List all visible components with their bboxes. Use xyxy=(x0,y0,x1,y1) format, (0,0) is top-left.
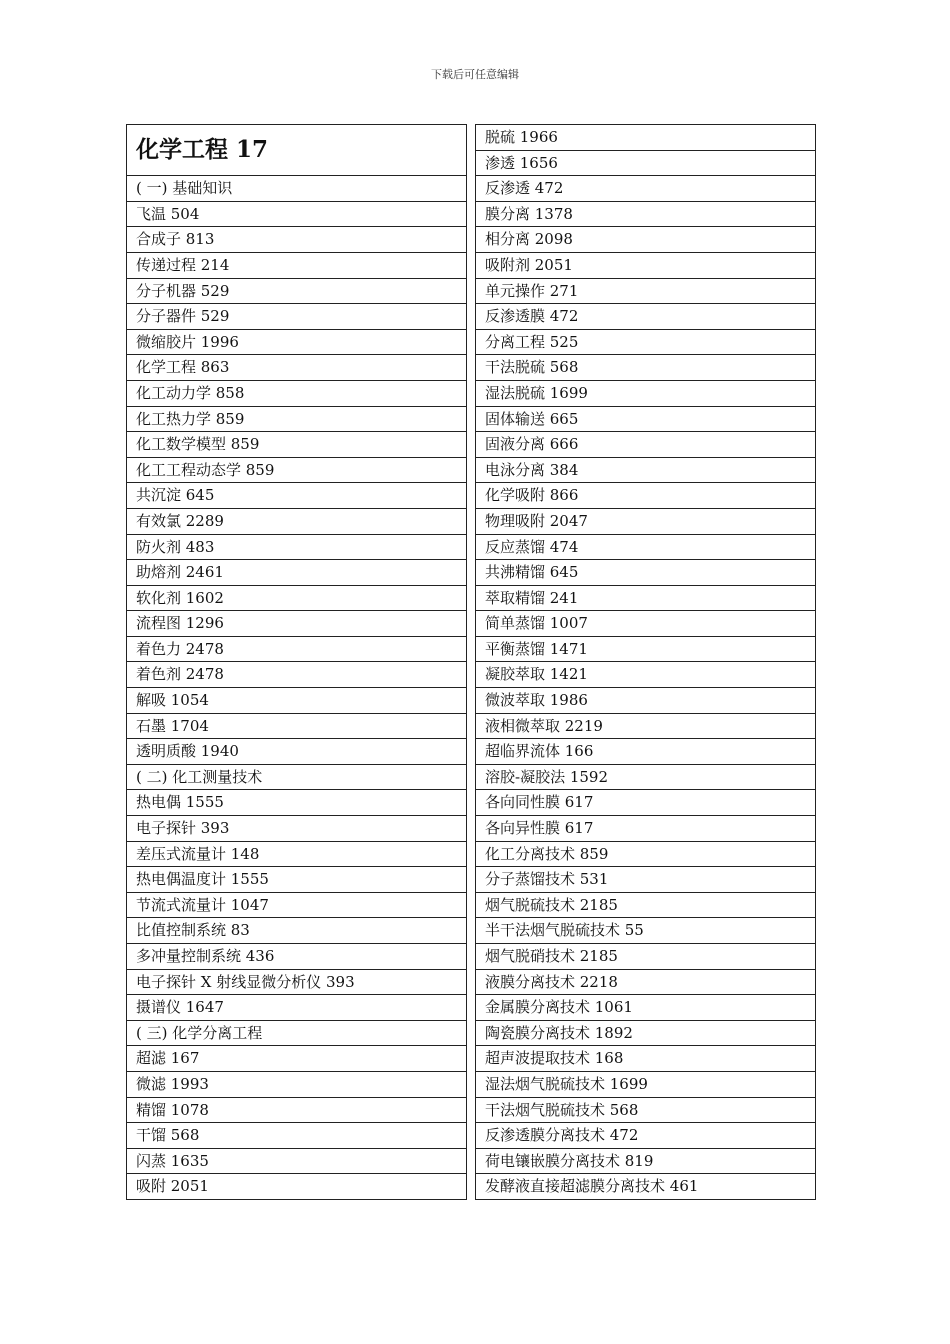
term-row: 干法脱硫 568 xyxy=(476,355,815,381)
term-row: 凝胶萃取 1421 xyxy=(476,662,815,688)
term-row: 超临界流体 166 xyxy=(476,739,815,765)
term-row: 电子探针 X 射线显微分析仪 393 xyxy=(127,970,466,996)
term-row: 防火剂 483 xyxy=(127,535,466,561)
term-row: 化工数学模型 859 xyxy=(127,432,466,458)
term-row: 多冲量控制系统 436 xyxy=(127,944,466,970)
term-row: 单元操作 271 xyxy=(476,279,815,305)
term-row: 超滤 167 xyxy=(127,1046,466,1072)
right-item-list xyxy=(476,125,815,1200)
term-row: 分子蒸馏技术 531 xyxy=(476,867,815,893)
term-row: 脱硫 1966 xyxy=(476,125,815,151)
term-row: 超声波提取技术 168 xyxy=(476,1046,815,1072)
term-row: 电子探针 393 xyxy=(127,816,466,842)
right-table-column xyxy=(475,124,816,1200)
term-row: 干馏 568 xyxy=(127,1123,466,1149)
term-row: 传递过程 214 xyxy=(127,253,466,279)
term-row: 飞温 504 xyxy=(127,202,466,228)
term-row: 共沉淀 645 xyxy=(127,483,466,509)
term-row: 金属膜分离技术 1061 xyxy=(476,995,815,1021)
term-row: 比值控制系统 83 xyxy=(127,918,466,944)
term-row: 陶瓷膜分离技术 1892 xyxy=(476,1021,815,1047)
term-row: 解吸 1054 xyxy=(127,688,466,714)
term-row: 化学工程 863 xyxy=(127,355,466,381)
term-row: 精馏 1078 xyxy=(127,1098,466,1124)
term-row: 固液分离 666 xyxy=(476,432,815,458)
term-row: 吸附剂 2051 xyxy=(476,253,815,279)
term-row: 物理吸附 2047 xyxy=(476,509,815,535)
page-header: 下载后可任意编辑 xyxy=(431,68,519,81)
term-row: 石墨 1704 xyxy=(127,714,466,740)
term-row: 闪蒸 1635 xyxy=(127,1149,466,1175)
left-item-list xyxy=(127,176,466,1200)
term-row: 半干法烟气脱硫技术 55 xyxy=(476,918,815,944)
term-row: 化工动力学 858 xyxy=(127,381,466,407)
term-row: 摄谱仪 1647 xyxy=(127,995,466,1021)
term-row: 热电偶 1555 xyxy=(127,790,466,816)
term-row: 微滤 1993 xyxy=(127,1072,466,1098)
term-row: 反渗透膜分离技术 472 xyxy=(476,1123,815,1149)
term-row: 共沸精馏 645 xyxy=(476,560,815,586)
term-row: 萃取精馏 241 xyxy=(476,586,815,612)
term-row: 着色剂 2478 xyxy=(127,662,466,688)
term-row: 湿法烟气脱硫技术 1699 xyxy=(476,1072,815,1098)
term-row: 透明质酸 1940 xyxy=(127,739,466,765)
term-row: 干法烟气脱硫技术 568 xyxy=(476,1098,815,1124)
term-row: 各向同性膜 617 xyxy=(476,790,815,816)
term-row: 液相微萃取 2219 xyxy=(476,714,815,740)
term-row: 简单蒸馏 1007 xyxy=(476,611,815,637)
term-row: 差压式流量计 148 xyxy=(127,842,466,868)
term-row: 反渗透膜 472 xyxy=(476,304,815,330)
term-row: 渗透 1656 xyxy=(476,151,815,177)
term-row: 热电偶温度计 1555 xyxy=(127,867,466,893)
term-row: ( 一) 基础知识 xyxy=(127,176,466,202)
left-table-column xyxy=(126,124,467,1200)
term-row: 微缩胶片 1996 xyxy=(127,330,466,356)
term-row: 溶胶-凝胶法 1592 xyxy=(476,765,815,791)
term-row: 分子器件 529 xyxy=(127,304,466,330)
document-title: 化学工程 17 xyxy=(127,125,466,176)
term-row: 合成子 813 xyxy=(127,227,466,253)
term-row: 分子机器 529 xyxy=(127,279,466,305)
term-row: 膜分离 1378 xyxy=(476,202,815,228)
term-row: 发酵液直接超滤膜分离技术 461 xyxy=(476,1174,815,1200)
term-row: 相分离 2098 xyxy=(476,227,815,253)
term-row: 固体输送 665 xyxy=(476,407,815,433)
term-row: 烟气脱硝技术 2185 xyxy=(476,944,815,970)
term-row: 化工工程动态学 859 xyxy=(127,458,466,484)
term-row: 节流式流量计 1047 xyxy=(127,893,466,919)
term-row: 分离工程 525 xyxy=(476,330,815,356)
term-row: 荷电镶嵌膜分离技术 819 xyxy=(476,1149,815,1175)
term-row: 化工热力学 859 xyxy=(127,407,466,433)
term-row: 化工分离技术 859 xyxy=(476,842,815,868)
term-row: 吸附 2051 xyxy=(127,1174,466,1200)
term-row: 反渗透 472 xyxy=(476,176,815,202)
term-row: 平衡蒸馏 1471 xyxy=(476,637,815,663)
term-row: 化学吸附 866 xyxy=(476,483,815,509)
term-row: 有效氯 2289 xyxy=(127,509,466,535)
term-row: 助熔剂 2461 xyxy=(127,560,466,586)
term-row: 软化剂 1602 xyxy=(127,586,466,612)
term-row: ( 三) 化学分离工程 xyxy=(127,1021,466,1047)
term-row: ( 二) 化工测量技术 xyxy=(127,765,466,791)
term-row: 着色力 2478 xyxy=(127,637,466,663)
term-row: 烟气脱硫技术 2185 xyxy=(476,893,815,919)
term-row: 电泳分离 384 xyxy=(476,458,815,484)
term-row: 各向异性膜 617 xyxy=(476,816,815,842)
term-row: 流程图 1296 xyxy=(127,611,466,637)
term-row: 湿法脱硫 1699 xyxy=(476,381,815,407)
term-row: 微波萃取 1986 xyxy=(476,688,815,714)
term-row: 液膜分离技术 2218 xyxy=(476,970,815,996)
term-row: 反应蒸馏 474 xyxy=(476,535,815,561)
